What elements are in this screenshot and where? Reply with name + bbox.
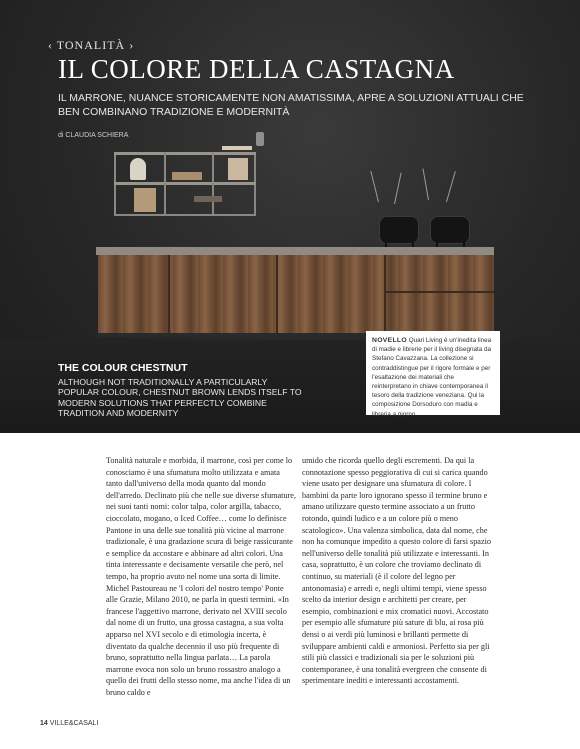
article-column-1: Tonalità naturale e morbida, il marrone, così per come lo conosciamo è una sfumatura molto utilizzata e amata tanto dall'universo della moda quanto dal mondo dell'arredo. Declinato più che nelle sue diverse sfumature, nei suoi tanti nomi: color talpa, color argilla, tabacco, cioccolato, mogano, o Iced Coffee… come lo definisce Pantone in una delle sue tonalità più vicine al marrone tradizionale, è una gradazione scura di beige rassicurante e semplice da accostare e abbinare ad altri colori. Una tinta interessante e decisamente versatile che però, nel tempo, ha proprio avuto nel nome una sorta di limite. Michel Pastoureau ne 'I colori del nostro tempo' Ponte alle Grazie, Milano 2010, ne parla in questi termini. «In francese l'aggettivo marrone, derivato nel XVIII secolo dal nome di un frutto, una grossa castagna, a sua volta apparso nel XVI secolo e di etimologia incerta, è diventato da qualche decennio il uso più frequente di bruno, soprattutto nella lingua parlata… La parola marrone evoca non solo un bruno rossastro analogo a quello dei frutti dello stesso nome, ma anche l'idea di un bruno caldo e bbox=[106, 456, 296, 697]
section-kicker: ‹ TONALITÀ › bbox=[48, 38, 135, 52]
photo-caption bbox=[366, 331, 500, 418]
article-subtitle: IL MARRONE, NUANCE STORICAMENTE NON AMATISSIMA, APRE A SOLUZIONI ATTUALI CHE BEN COMBINANO TRADIZIONE E MODERNITÀ bbox=[58, 92, 524, 118]
caption-text: Quari Living è un'inedita linea di madie e librerie per il living disegnata da Stefano Cavazzana. La collezione si contraddistingue per il rigore formale e per l'esaltazione dei materiali che reinterpretano in chiave contemporanea il tesoro della tradizione veneziana. Qui la composizione Dorsoduro con madia e libreria a giorno. bbox=[372, 337, 492, 418]
sideboard-top bbox=[96, 247, 494, 255]
retro-tv-right bbox=[430, 216, 470, 244]
wall-shelf bbox=[114, 152, 256, 216]
magazine-name: VILLE&CASALI bbox=[49, 720, 99, 727]
page-number: 14 bbox=[40, 720, 48, 727]
english-summary: ALTHOUGH NOT TRADITIONALLY A PARTICULARLY POPULAR COLOUR, CHESTNUT BROWN LENDS ITSELF TO MODERN SOLUTIONS THAT PERFECTLY COMBINE TRADITION AND MODERNITY bbox=[58, 377, 302, 419]
page-footer bbox=[40, 720, 98, 727]
article-title: IL COLORE DELLA CASTAGNA bbox=[58, 54, 455, 84]
retro-tv-left bbox=[379, 216, 419, 244]
article-column-2: umido che ricorda quello degli escrementi. Da qui la connotazione spesso peggiorativa di cui si carica quando viene usato per designare una sfumatura di colore. I bambini da parte loro ignorano spesso il termine bruno e amano utilizzare questo termine associato a un frutto rotondo, quindi ludico e a un colore più o meno scatologico». Una valenza simbolica, data dal nome, che non ha comunque impedito a questo colore di farsi spazio nell'universo delle tonalità più utilizzate e interessanti. In casa, soprattutto, è un colore che troviamo declinato di continuo, su materiali (è il colore del legno per antonomasia) e arredi e, negli ultimi tempi, viene spesso scelto da interior design e architetti per creare, per esempio, combinazioni e mix cromatici nuovi. Accostato per esempio alle sfumature più sature di blu, ai rosa più densi o ai verdi più luminosi e brillanti permette di sviluppare ambienti caldi e armoniosi. Perfetto sia per gli stili più classici e tradizionali sia per le soluzioni più contemporanee, è una tonalità evergreen che consente di sperimentare inediti e interessanti accostamenti. bbox=[302, 456, 491, 686]
byline: di CLAUDIA SCHIERA bbox=[58, 132, 129, 139]
caption-lead: NOVELLO bbox=[372, 337, 407, 344]
sideboard bbox=[98, 255, 494, 333]
english-title: THE COLOUR CHESTNUT bbox=[58, 362, 188, 374]
